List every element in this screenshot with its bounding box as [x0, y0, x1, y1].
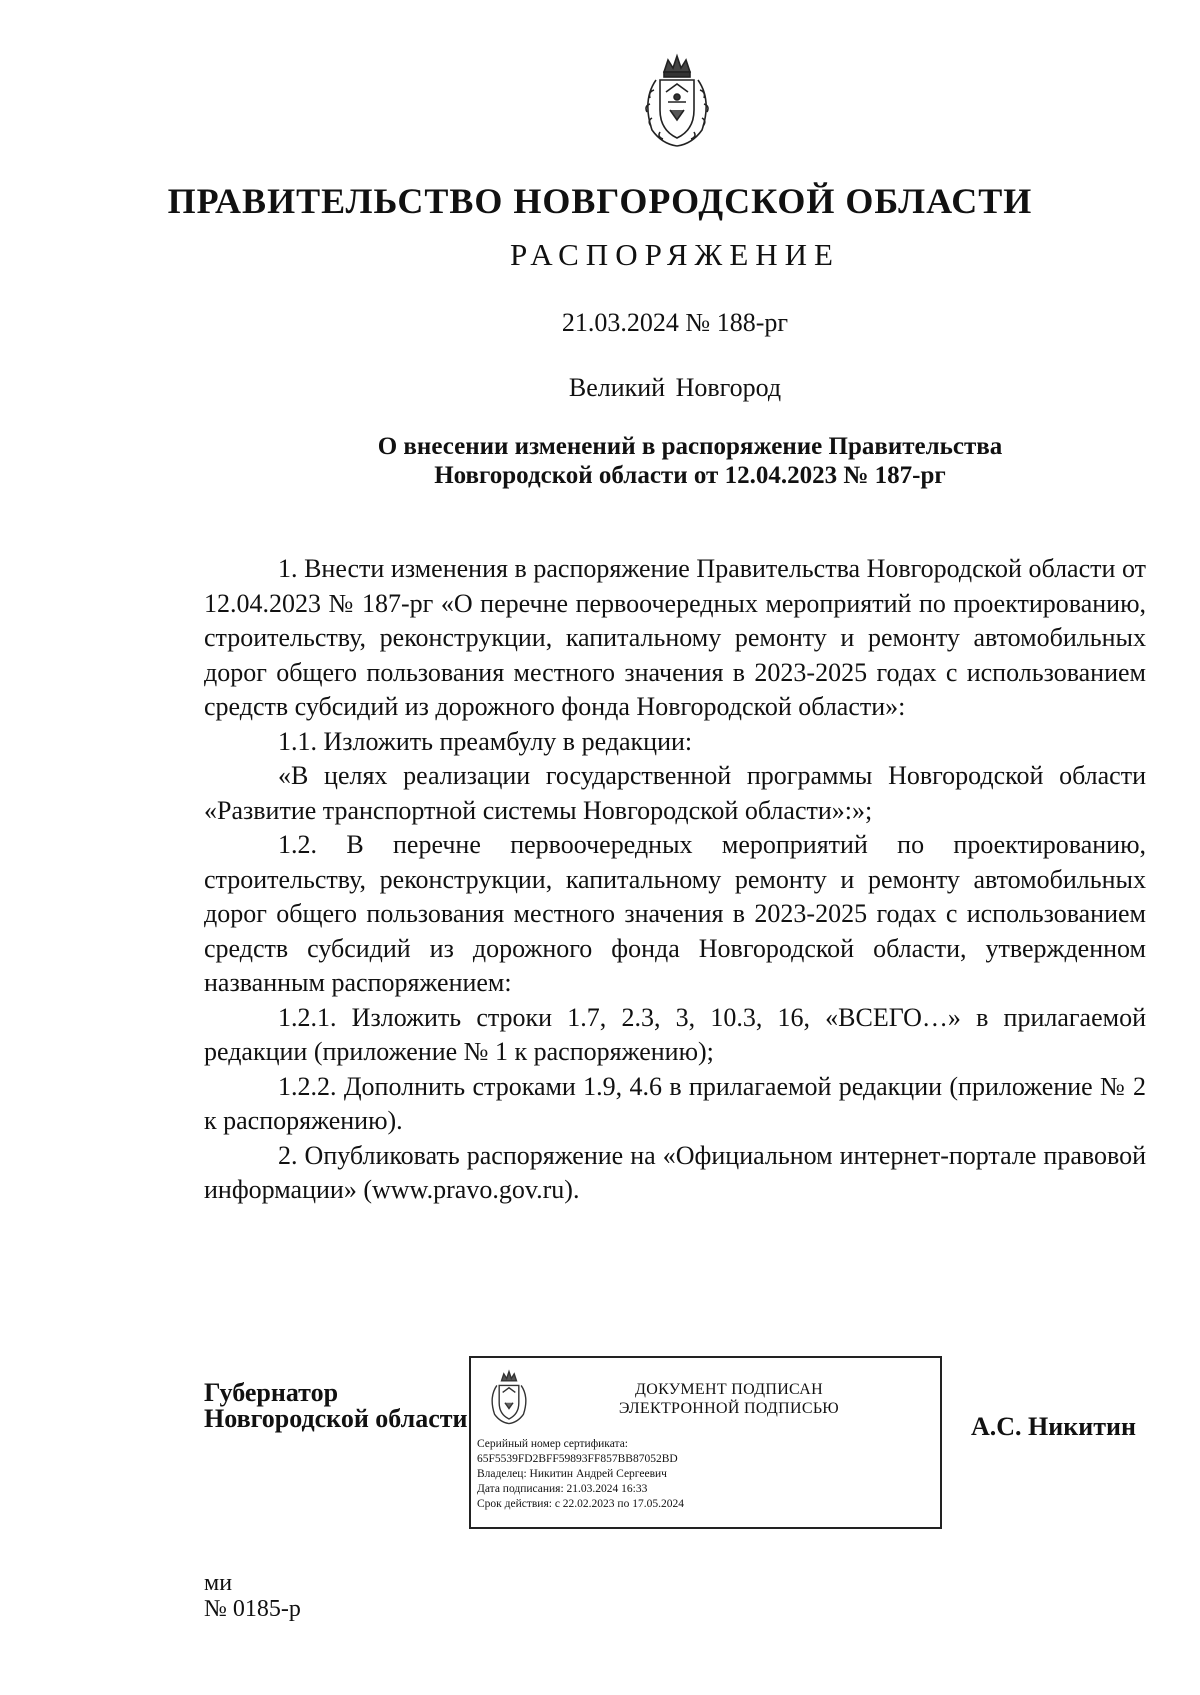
body-paragraph: 1. Внести изменения в распоряжение Правительства Новгородской области от 12.04.2023 № 187-рг «О перечне первоочередных мероприятий по проектированию, строительству, реконструкции, капитальному ремонту и ремонту автомобильных дорог общего пользования местного значения в 2023-2025 годах с использованием средств субсидий из дорожного фонда Новгородской области»: — [204, 554, 1146, 721]
stamp-owner: Владелец: Никитин Андрей Сергеевич — [477, 1468, 667, 1480]
footer-reg-number: № 0185-р — [204, 1596, 301, 1622]
stamp-serial: 65F5539FD2BFF59893FF857BB87052BD — [477, 1453, 678, 1465]
stamp-validity: Срок действия: с 22.02.2023 по 17.05.2024 — [477, 1498, 684, 1510]
coat-of-arms-icon — [483, 1366, 535, 1428]
signatory-position-line-1: Губернатор — [204, 1378, 339, 1407]
document-body — [204, 552, 1146, 1208]
government-title: ПРАВИТЕЛЬСТВО НОВГОРОДСКОЙ ОБЛАСТИ — [167, 181, 1033, 221]
stamp-title-line-1: ДОКУМЕНТ ПОДПИСАН — [635, 1381, 823, 1398]
coat-of-arms-icon — [632, 50, 722, 150]
document-subject — [300, 432, 1080, 490]
stamp-title — [559, 1380, 899, 1418]
body-paragraph: 1.1. Изложить преамбулу в редакции: — [278, 726, 693, 756]
stamp-title-line-2: ЭЛЕКТРОННОЙ ПОДПИСЬЮ — [618, 1400, 840, 1417]
signatory-name: А.С. Никитин — [971, 1412, 1136, 1441]
electronic-signature-stamp — [469, 1356, 942, 1529]
document-date-number: 21.03.2024 № 188-рг — [561, 308, 789, 337]
signatory-position-line-2: Новгородской области — [204, 1404, 468, 1433]
stamp-details — [477, 1437, 684, 1512]
footer-initials: ми — [204, 1570, 233, 1596]
body-paragraph: 1.2.1. Изложить строки 1.7, 2.3, 3, 10.3, 16, «ВСЕГО…» в прилагаемой редакции (приложение № 1 к распоряжению); — [204, 1002, 1146, 1066]
subject-line-1: О внесении изменений в распоряжение Правительства — [377, 433, 1003, 460]
body-paragraph: 1.2.2. Дополнить строками 1.9, 4.6 в прилагаемой редакции (приложение № 2 к распоряжению). — [204, 1071, 1146, 1135]
document-type: РАСПОРЯЖЕНИЕ — [510, 237, 840, 272]
signatory-position — [204, 1380, 468, 1432]
subject-line-2: Новгородской области от 12.04.2023 № 187-рг — [434, 462, 946, 489]
body-paragraph: «В целях реализации государственной программы Новгородской области «Развитие транспортной системы Новгородской области»:»; — [204, 761, 1146, 825]
stamp-serial-label: Серийный номер сертификата: — [477, 1438, 628, 1450]
footer-note — [204, 1570, 301, 1622]
body-paragraph: 2. Опубликовать распоряжение на «Официальном интернет-портале правовой информации» (www.pravo.gov.ru). — [204, 1140, 1146, 1204]
stamp-signed-date: Дата подписания: 21.03.2024 16:33 — [477, 1483, 648, 1495]
document-city: Великий Новгород — [568, 373, 782, 402]
body-paragraph: 1.2. В перечне первоочередных мероприятий по проектированию, строительству, реконструкции, капитальному ремонту и ремонту автомобильных дорог общего пользования местного значения в 2023-2025 годах с использованием средств субсидий из дорожного фонда Новгородской области, утвержденном названным распоряжением: — [204, 830, 1146, 997]
